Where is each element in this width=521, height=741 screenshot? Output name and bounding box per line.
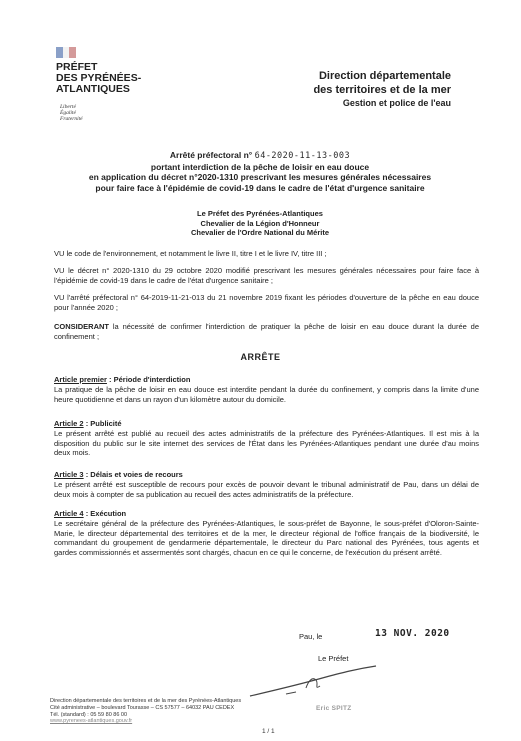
article-title: : Délais et voies de recours (83, 470, 183, 479)
prefecture-name-line: ATLANTIQUES (56, 83, 130, 95)
decree-title (40, 150, 480, 193)
footer-line: Tél. (standard) : 05 59 80 86 00 (50, 711, 128, 718)
prefect-block (40, 209, 480, 238)
considerant-text: la nécessité de confirmer l'interdiction de pratiquer la pêche de loisir en eau douce durant la durée de confinement ; (54, 322, 479, 341)
decree-title-line: en application du décret n°2020-1310 prescrivant les mesures générales nécessaires (88, 172, 432, 182)
article-body: Le présent arrêté est publié au recueil des actes administratifs de la préfecture des Pyrénées-Atlantiques. Il est mis à la disposition du public sur le site internet des services de l'État dans les Pyrénées-Atlantiques pendant une durée d'au moins deux mois. (54, 429, 479, 457)
decree-number-handwritten: 64-2020-11-13-003 (254, 151, 351, 161)
republic-motto (60, 104, 83, 122)
prefect-line: Chevalier de l'Ordre National du Mérite (190, 228, 330, 237)
direction-line: des territoires et de la mer (313, 84, 451, 96)
footer-line: Direction départementale des territoires et de la mer des Pyrénées-Atlantiques (50, 698, 242, 704)
signature-date-stamp: 13 NOV. 2020 (375, 628, 450, 639)
article-body: La pratique de la pêche de loisir en eau douce est interdite pendant la durée du confinement, y compris dans la limite d'une heure quotidienne et dans un rayon d'un kilomètre autour du domicile. (54, 385, 479, 404)
article-title: : Période d'interdiction (106, 375, 191, 384)
motto-line: Fraternité (60, 116, 83, 122)
signature-name-stamp: Eric SPITZ (316, 705, 352, 712)
prefect-line: Chevalier de la Légion d'Honneur (200, 218, 320, 228)
article-body: Le présent arrêté est susceptible de recours pour excès de pouvoir devant le tribunal administratif de Pau, dans un délai de deux mois à compter de sa publication au recueil des actes administratifs de la préfecture. (54, 480, 479, 499)
footer-address (50, 698, 241, 725)
prefecture-name-line: PRÉFET (56, 61, 98, 73)
prefect-line: Le Préfet des Pyrénées-Atlantiques (197, 209, 323, 218)
vu-paragraph (54, 249, 479, 259)
article-title: : Exécution (83, 509, 127, 518)
vu-paragraph (54, 293, 479, 312)
article-heading (54, 419, 122, 428)
marianne-flag-logo (56, 47, 76, 58)
decree-title-line: pour faire face à l'épidémie de covid-19 dans le cadre de l'état d'urgence sanitaire (95, 182, 425, 193)
decree-number-label: Arrêté préfectoral n° (169, 150, 253, 160)
motto-line: Égalité (60, 110, 76, 116)
prefecture-name (56, 62, 141, 95)
decree-title-line: portant interdiction de la pêche de loisir en eau douce (150, 161, 370, 172)
article-title: : Publicité (83, 419, 122, 428)
direction-service-line: Gestion et police de l'eau (342, 98, 451, 108)
direction-line: Direction départementale (318, 70, 451, 82)
article-label: Article 4 (54, 509, 84, 518)
article-body: Le secrétaire général de la préfecture des Pyrénées-Atlantiques, le sous-préfet de Bayonne, le sous-préfet d'Oloron-Sainte-Marie, le directeur départemental des territoires et de la mer, le directeur régional de l'office français de la biodiversité, le commandant du groupement de gendarmerie départementale, le directeur du Parc national des Pyrénées, tous agents et gardes commissionnés et assermentés sont chargés, chacun en ce qui le concerne, de l'exécution du présent arrêté. (54, 519, 479, 557)
footer-line: Cité administrative – boulevard Tourasse – CS 57577 – 64032 PAU CEDEX (50, 704, 235, 711)
signature-place: Pau, le (299, 632, 323, 641)
article-heading (54, 509, 126, 518)
considerant-lead: CONSIDERANT (54, 322, 110, 331)
article-heading (54, 470, 183, 479)
article-label: Article 2 (54, 419, 84, 428)
vu-text: le décret n° 2020-1310 du 29 octobre 2020 modifié prescrivant les mesures générales nécessaires pour faire face à l'épidémie de covid-19 dans le cadre de l'état d'urgence sanitaire ; (54, 266, 479, 285)
arrete-heading: ARRÊTE (240, 352, 281, 362)
vu-text: le code de l'environnement, et notamment le livre II, titre I et le livre IV, titre III ; (64, 249, 327, 258)
vu-lead: VU (54, 249, 65, 258)
decree-title-line1 (40, 150, 480, 162)
vu-lead: VU (54, 293, 65, 302)
vu-paragraph (54, 266, 479, 285)
considerant-paragraph (54, 322, 479, 341)
vu-text: l'arrêté préfectoral n° 64-2019-11-21-013 du 21 novembre 2019 fixant les périodes d'ouverture de la pêche en eau douce pour l'année 2020 ; (54, 293, 479, 312)
page-number: 1 / 1 (262, 728, 275, 735)
article-heading (54, 375, 190, 384)
article-label: Article premier (54, 375, 107, 384)
prefecture-name-line: DES PYRÉNÉES- (56, 72, 142, 84)
direction-heading (313, 69, 451, 110)
footer-url-link[interactable]: www.pyrenees-atlantiques.gouv.fr (50, 718, 133, 725)
article-label: Article 3 (54, 470, 84, 479)
handwritten-signature (246, 664, 386, 700)
motto-line: Liberté (60, 104, 76, 110)
signature-title: Le Préfet (318, 654, 349, 663)
vu-lead: VU (54, 266, 65, 275)
